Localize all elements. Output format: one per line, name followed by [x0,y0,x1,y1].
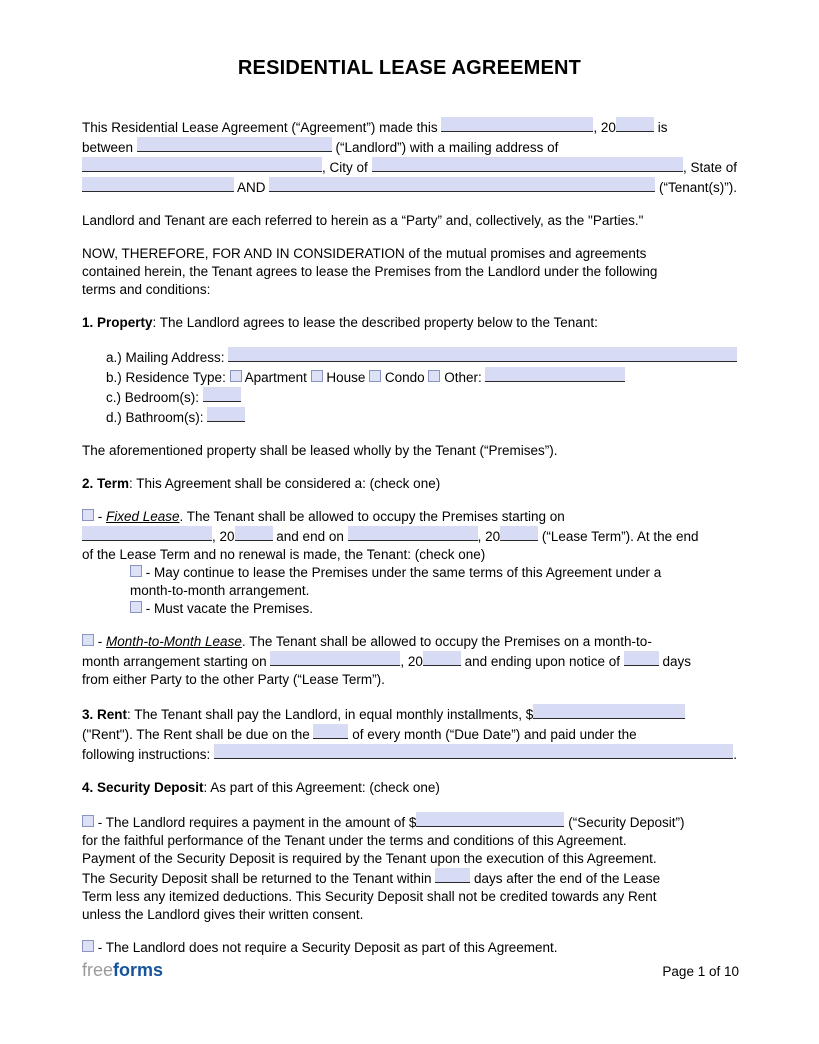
paragraph [82,117,737,197]
mtm-start-date-field[interactable] [270,651,400,666]
text: , 20 [593,120,616,135]
document-content [82,117,737,957]
text-line [82,939,737,957]
text-line [82,888,737,906]
security-deposit-required-checkbox[interactable] [82,815,94,827]
text: - [94,509,106,524]
text-line [82,832,737,850]
text-line [82,137,737,157]
text: Condo [381,370,429,385]
paragraph [82,442,737,460]
text: following instructions: [82,747,215,762]
text-line [82,281,737,299]
bold-text: 3. Rent [82,707,128,722]
text: . The Tenant shall be allowed to occupy the Premises starting on [179,509,565,524]
agreement-year-field[interactable] [616,117,654,132]
continue-month-to-month-checkbox[interactable] [130,565,142,577]
emphasized-text: Fixed Lease [106,509,180,524]
bold-text: 1. Property [82,315,153,330]
text: - The Landlord requires a payment in the amount of $ [94,815,417,830]
text: , 20 [400,654,423,669]
monthly-rent-field[interactable] [533,704,685,719]
no-security-deposit-checkbox[interactable] [82,940,94,952]
text: (“Landlord”) with a mailing address of [331,140,559,155]
page-number: Page 1 of 10 [662,964,739,979]
text: : The Tenant shall pay the Landlord, in equal monthly installments, $ [127,707,534,722]
lease-end-date-field[interactable] [348,526,478,541]
logo-text-free: free [82,960,114,980]
text: days after the end of the Lease [470,871,661,886]
other-residence-field[interactable] [485,367,625,382]
paragraph [82,245,737,299]
paragraph [82,812,737,924]
paragraph [82,347,737,427]
mtm-start-year-field[interactable] [423,651,461,666]
fixed-lease-checkbox[interactable] [82,509,94,521]
text: of the Lease Term and no renewal is made, the Tenant: (check one) [82,547,486,562]
tenant-names-field[interactable] [269,177,655,192]
text: days [658,654,692,669]
text-line [82,704,737,724]
other-residence-checkbox[interactable] [428,370,440,382]
bold-text: 2. Term [82,476,130,491]
text-line [82,906,737,924]
landlord-city-field[interactable] [372,157,683,172]
apartment-checkbox[interactable] [230,370,242,382]
text-line [82,314,737,332]
lease-start-year-field[interactable] [235,526,273,541]
text: unless the Landlord gives their written consent. [82,907,364,922]
bedrooms-field[interactable] [203,387,241,402]
text-line [82,651,737,671]
text-line [82,508,737,526]
text: (“Tenant(s)”). [655,180,737,195]
text: d.) Bathroom(s): [106,410,208,425]
text: - The Landlord does not require a Security Deposit as part of this Agreement. [94,940,558,955]
text: Term less any itemized deductions. This Security Deposit shall not be credited towards any Rent [82,889,657,904]
text-line [82,671,737,689]
text: from either Party to the other Party (“Lease Term”). [82,672,385,687]
text-line [82,600,737,618]
text: : This Agreement shall be considered a: (check one) [129,476,441,491]
text: (“Lease Term”). At the end [538,529,699,544]
paragraph [82,508,737,618]
text-line [82,546,737,564]
paragraph [82,704,737,764]
text-line [82,475,737,493]
text: : As part of this Agreement: (check one) [203,780,440,795]
text: This Residential Lease Agreement (“Agreement”) made this [82,120,442,135]
text: between [82,140,137,155]
text-line [82,633,737,651]
paragraph [82,939,737,957]
text: Payment of the Security Deposit is required by the Tenant upon the execution of this Agreement. [82,851,657,866]
text: , 20 [212,529,235,544]
text-line [82,442,737,460]
paragraph [82,779,737,797]
bathrooms-field[interactable] [207,407,245,422]
text-line [82,850,737,868]
text: , State of [682,160,737,175]
landlord-name-field[interactable] [137,137,332,152]
text-line [82,744,737,764]
text-line [106,407,737,427]
text: , 20 [477,529,501,544]
text: terms and conditions: [82,282,211,297]
lease-end-year-field[interactable] [500,526,538,541]
text-line [82,564,737,582]
paragraph [82,633,737,689]
text: - Must vacate the Premises. [142,601,314,616]
text-line [82,263,737,281]
rent-due-day-field[interactable] [313,724,348,739]
must-vacate-checkbox[interactable] [130,601,142,613]
text: b.) Residence Type: [106,370,230,385]
text: Landlord and Tenant are each referred to herein as a “Party” and, collectively, as the "Parties." [82,213,644,228]
text: of every month (“Due Date”) and paid under the [348,727,637,742]
text: House [322,370,370,385]
page-title: RESIDENTIAL LEASE AGREEMENT [237,57,582,79]
text: - [94,634,106,649]
text-line [82,812,737,832]
bold-text: 4. Security Deposit [82,780,204,795]
text-line [106,387,737,407]
text-line [82,779,737,797]
text-line [82,157,737,177]
text: c.) Bedroom(s): [106,390,203,405]
text-line [106,367,737,387]
page-footer [82,958,739,982]
condo-checkbox[interactable] [369,370,381,382]
text: , City of [322,160,372,175]
freeforms-logo [82,958,163,982]
text-line [82,117,737,137]
text: is [653,120,668,135]
text: month-to-month arrangement. [130,583,310,598]
text: (“Security Deposit”) [564,815,685,830]
landlord-state-field[interactable] [82,177,234,192]
logo-text-forms: forms [113,960,164,980]
text: and end on [272,529,348,544]
payment-instructions-field[interactable] [214,744,733,759]
text: - May continue to lease the Premises under the same terms of this Agreement under a [142,565,662,580]
security-deposit-amount-field[interactable] [416,812,564,827]
text-line [82,868,737,888]
text-line [82,526,737,546]
emphasized-text: Month-to-Month Lease [106,634,242,649]
lease-start-date-field[interactable] [82,526,212,541]
text: and ending upon notice of [460,654,624,669]
text-line [82,245,737,263]
text: . The Tenant shall be allowed to occupy the Premises on a month-to- [241,634,652,649]
text: month arrangement starting on [82,654,271,669]
text: for the faithful performance of the Tenant under the terms and conditions of this Agreement. [82,833,627,848]
paragraph [82,475,737,493]
agreement-day-field[interactable] [441,117,593,132]
text-line [106,347,737,367]
text: AND [234,180,270,195]
paragraph [82,212,737,230]
month-to-month-lease-checkbox[interactable] [82,634,94,646]
text: ("Rent"). The Rent shall be due on the [82,727,314,742]
text: The Security Deposit shall be returned to the Tenant within [82,871,436,886]
deposit-return-days-field[interactable] [435,868,470,883]
text: Other: [440,370,486,385]
text-line [82,582,737,600]
text: : The Landlord agrees to lease the described property below to the Tenant: [152,315,598,330]
text: NOW, THEREFORE, FOR AND IN CONSIDERATION of the mutual promises and agreements [82,246,647,261]
text: Apartment [241,370,311,385]
text-line [82,724,737,744]
text-line [82,177,737,197]
paragraph [82,314,737,332]
text: a.) Mailing Address: [106,350,229,365]
notice-days-field[interactable] [624,651,659,666]
text: contained herein, the Tenant agrees to lease the Premises from the Landlord under the following [82,264,658,279]
landlord-street-address-field[interactable] [82,157,322,172]
text-line [82,212,737,230]
text: . [733,747,737,762]
house-checkbox[interactable] [311,370,323,382]
text: The aforementioned property shall be leased wholly by the Tenant (“Premises”). [82,443,558,458]
mailing-address-field[interactable] [228,347,737,362]
